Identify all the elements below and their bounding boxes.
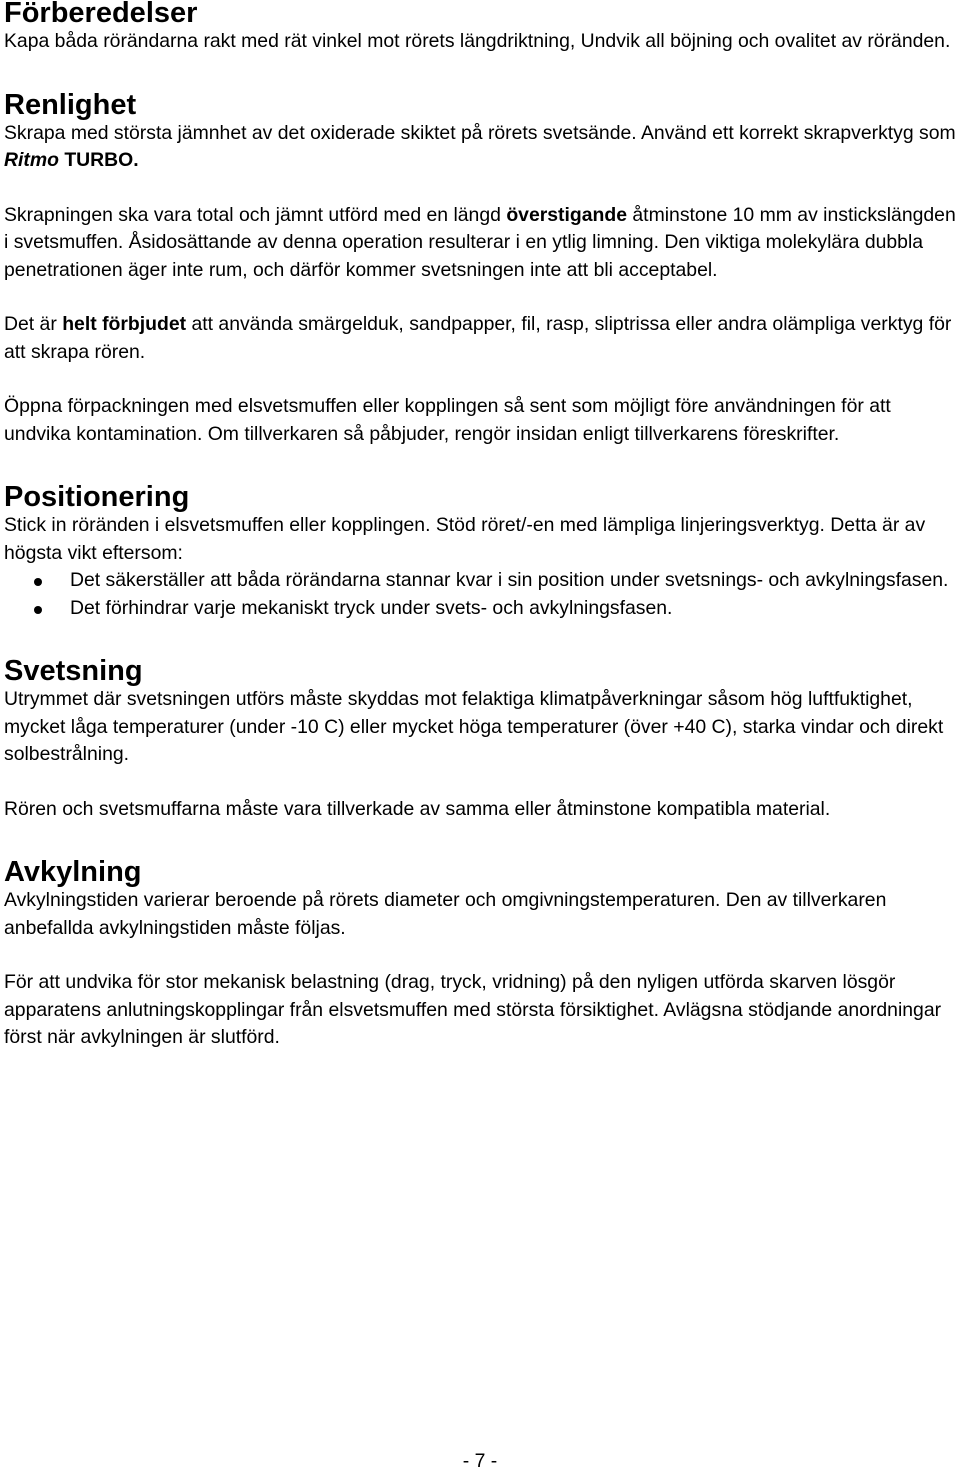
brand-ritmo: Ritmo <box>4 149 59 171</box>
paragraph-forberedelser-1: Kapa båda rörändarna rakt med rät vinkel mot rörets längdriktning, Undvik all böjning och ovalitet av röränden. <box>4 30 951 52</box>
bullet-dot-icon <box>34 578 42 586</box>
heading-avkylning: Avkylning <box>4 856 142 888</box>
paragraph-svetsning-2: Rören och svetsmuffarna måste vara tillverkade av samma eller åtminstone kompatibla material. <box>4 797 831 820</box>
bullet-item <box>4 595 960 623</box>
bullet-text: Det säkerställer att båda rörändarna stannar kvar i sin position under svetsnings- och avkylningsfasen. <box>70 569 949 591</box>
brand-turbo: TURBO. <box>58 149 139 171</box>
bullet-dot-icon <box>34 606 42 614</box>
document-page <box>4 0 960 1052</box>
paragraph-svetsning-1: Utrymmet där svetsningen utförs måste skyddas mot felaktiga klimatpåverkningar såsom hög luftfuktighet, mycket låga temperaturer (under -10 C) eller mycket höga temperaturer (över +40 C), starka vindar och direkt solbestrålning. <box>4 688 944 765</box>
paragraph-avkylning-1: Avkylningstiden varierar beroende på rörets diameter och omgivningstemperaturen. Den av tillverkaren anbefallda avkylningstiden måste följas. <box>4 889 887 939</box>
bullet-item <box>4 567 960 595</box>
paragraph-renlighet-3 <box>4 311 960 366</box>
heading-forberedelser: Förberedelser <box>4 0 198 29</box>
renlighet-2-bold: överstigande <box>506 203 628 226</box>
renlighet-1-text: Skrapa med största jämnhet av det oxiderade skiktet på rörets svetsände. Använd ett korrekt skrapverktyg som <box>4 121 956 144</box>
page-number: - 7 - <box>462 1450 498 1472</box>
paragraph-renlighet-4: Öppna förpackningen med elsvetsmuffen eller kopplingen så sent som möjligt före användningen för att undvika kontamination. Om tillverkaren så påbjuder, rengör insidan enligt tillverkarens föreskrifter. <box>4 395 891 445</box>
paragraph-renlighet-2 <box>4 202 960 285</box>
positionering-bullet-list <box>4 567 960 622</box>
paragraph-renlighet-1 <box>4 120 960 175</box>
heading-svetsning: Svetsning <box>4 655 143 687</box>
renlighet-3-text-a: Det är <box>4 313 63 335</box>
renlighet-3-text-b: att använda smärgelduk, sandpapper, fil, rasp, sliptrissa eller andra olämpliga verktyg för att skrapa rören. <box>4 313 952 363</box>
heading-renlighet: Renlighet <box>4 88 137 121</box>
renlighet-2-text-b: åtminstone 10 mm av instickslängden i svetsmuffen. Åsidosättande av denna operation resulterar i en ytlig limning. Den viktiga molekylära dubbla penetrationen äger inte rum, och därför kommer svetsningen inte att bli acceptabel. <box>4 203 956 281</box>
bullet-text: Det förhindrar varje mekaniskt tryck under svets- och avkylningsfasen. <box>70 596 673 619</box>
paragraph-avkylning-2: För att undvika för stor mekanisk belastning (drag, tryck, vridning) på den nyligen utförda skarven lösgör apparatens anlutningskopplingar från elsvetsmuffen med största försiktighet. Avlägsna stödjande anordningar först när avkylningen är slutförd. <box>4 971 942 1048</box>
renlighet-2-text-a: Skrapningen ska vara total och jämnt utförd med en längd <box>4 203 507 226</box>
heading-positionering: Positionering <box>4 481 190 513</box>
paragraph-positionering-1: Stick in röränden i elsvetsmuffen eller kopplingen. Stöd röret/-en med lämpliga linjeringsverktyg. Detta är av högsta vikt eftersom: <box>4 514 926 564</box>
renlighet-3-bold: helt förbjudet <box>62 313 187 335</box>
